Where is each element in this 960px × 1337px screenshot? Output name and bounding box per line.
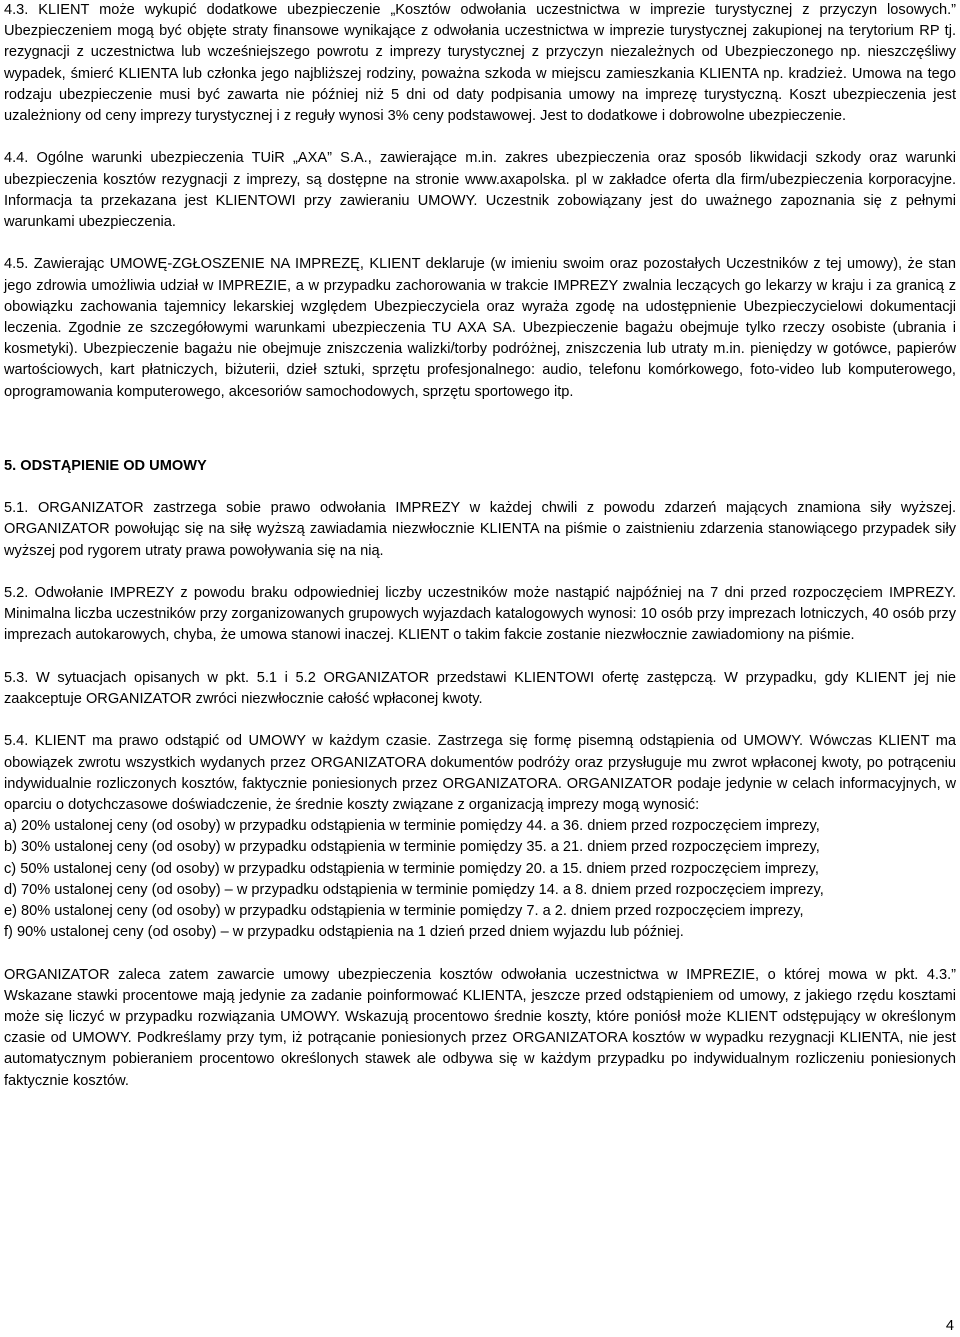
paragraph-5-2: 5.2. Odwołanie IMPREZY z powodu braku odpowiedniej liczby uczestników może nastąpić najpóźniej na 7 dni przed rozpoczęciem IMPREZY. Minimalna liczba uczestników przy zorganizowanych grupowych wyjazdach katalogowych wynosi: 10 osób przy imprezach lotniczych, 40 osób przy imprezach autokarowych, chyba, że umowa stanowi inaczej. KLIENT o takim fakcie zostanie niezwłocznie zawiadomiony na piśmie. — [4, 585, 956, 644]
cost-list-item-f: f) 90% ustalonej ceny (od osoby) – w przypadku odstąpienia na 1 dzień przed dniem wyjazdu lub później. — [4, 924, 684, 941]
closing-paragraph: ORGANIZATOR zaleca zatem zawarcie umowy ubezpieczenia kosztów odwołania uczestnictwa w IMPREZIE, o której mowa w pkt. 4.3.” Wskazane stawki procentowe mają jedynie za zadanie poinformować KLIENTA, jeszcze przed odstąpieniem od umowy, z jakiego rzędu kosztami może się liczyć w przypadku rozwiązania UMOWY. Wskazują procentowo średnie koszty, które poniósł może KLIENT odstępujący w określonym czasie od UMOWY. Podkreślamy przy tym, iż potrącanie poniesionych przez ORGANIZATORA kosztów w wypadku rezygnacji KLIENTA, nie jest automatycznym pobieraniem procentowo określonych stawek ale odbywa się w każdym przypadku po indywidualnym rozliczeniu poniesionych faktycznie kosztów. — [4, 966, 956, 1089]
paragraph-4-4: 4.4. Ogólne warunki ubezpieczenia TUiR „AXA” S.A., zawierające m.in. zakres ubezpieczenia oraz sposób likwidacji szkody oraz warunki ubezpieczenia kosztów rezygnacji z imprezy, są dostępne na stronie www.axapolska. pl w zakładce oferta dla firm/ubezpieczenia korporacyjne. Informacja ta przekazana jest KLIENTOWI przy zawieraniu UMOWY. Uczestnik zobowiązany jest do uważnego zapoznania się z pełnymi warunkami ubezpieczenia. — [4, 150, 956, 231]
cost-list-item-a: a) 20% ustalonej ceny (od osoby) w przypadku odstąpienia w terminie pomiędzy 44. a 36. dniem przed rozpoczęciem imprezy, — [4, 818, 820, 835]
page-number: 4 — [945, 1318, 954, 1334]
cost-list-item-d: d) 70% ustalonej ceny (od osoby) – w przypadku odstąpienia w terminie pomiędzy 14. a 8. dniem przed rozpoczęciem imprezy, — [4, 881, 824, 898]
paragraph-5-1: 5.1. ORGANIZATOR zastrzega sobie prawo odwołania IMPREZY w każdej chwili z powodu zdarzeń mających znamiona siły wyższej. ORGANIZATOR powołując się na siłę wyższą zawiadamia niezwłocznie KLIENTA na piśmie o zaistnieniu zdarzenia stanowiącego przypadek siły wyższej pod rygorem utraty prawa powoływania się na nią. — [4, 500, 956, 559]
paragraph-5-3: 5.3. W sytuacjach opisanych w pkt. 5.1 i 5.2 ORGANIZATOR przedstawi KLIENTOWI ofertę zastępczą. W przypadku, gdy KLIENT jej nie zaakceptuje ORGANIZATOR zwróci niezwłocznie całość wpłaconej kwoty. — [4, 669, 956, 708]
paragraph-4-5: 4.5. Zawierając UMOWĘ-ZGŁOSZENIE NA IMPREZĘ, KLIENT deklaruje (w imieniu swoim oraz pozostałych Uczestników z tej umowy), że stan jego zdrowia umożliwia udział w IMPREZIE, a w przypadku zachorowania w trakcie IMPREZY zwalnia leczących go lekarzy w kraju i za granicą z obowiązku zachowania tajemnicy lekarskiej względem Ubezpieczyciela oraz wyraża zgodę na udostępnienie Ubezpieczycielowi dokumentacji leczenia. Zgodnie ze szczegółowymi warunkami ubezpieczenia TU AXA SA. Ubezpieczenie bagażu obejmuje tylko rzeczy osobiste (ubrania i kosmetyki). Ubezpieczenie bagażu nie obejmuje zniszczenia walizki/torby podróżnej, zniszczenia lub utraty m.in. pieniędzy w gotówce, papierów wartościowych, kart płatniczych, biżuterii, dzieł sztuki, sprzętu profesjonalnego: audio, telefonu komórkowego, foto-video lub komputerowego, oprogramowania komputerowego, akcesoriów samochodowych, sprzętu sportowego itp. — [4, 256, 956, 400]
cost-list-item-e: e) 80% ustalonej ceny (od osoby) w przypadku odstąpienia w terminie pomiędzy 7. a 2. dniem przed rozpoczęciem imprezy, — [4, 903, 804, 920]
paragraph-4-3: 4.3. KLIENT może wykupić dodatkowe ubezpieczenie „Kosztów odwołania uczestnictwa w imprezie turystycznej z przyczyn losowych.” Ubezpieczeniem mogą być objęte straty finansowe wynikające z odwołania uczestnictwa w imprezie turystycznej zakupionej na terytorium RP tj. rezygnacji z uczestnictwa lub wcześniejszego powrotu z imprezy turystycznej z przyczyn niezależnych od Ubezpieczonego np. nieszczęśliwy wypadek, śmierć KLIENTA lub członka jego najbliższej rodziny, poważna szkoda w miejscu zamieszkania KLIENTA np. kradzież. Umowa na tego rodzaju ubezpieczenie musi być zawarta nie później niż 5 dni od daty podpisania umowy na imprezę turystyczną. Koszt ubezpieczenia jest uzależniony od ceny imprezy turystycznej i z reguły wynosi 3% ceny podstawowej. Jest to dodatkowe i dobrowolne ubezpieczenie. — [4, 2, 956, 125]
cost-list-item-c: c) 50% ustalonej ceny (od osoby) w przypadku odstąpienia w terminie pomiędzy 20. a 15. dniem przed rozpoczęciem imprezy, — [4, 860, 819, 877]
cost-list-item-b: b) 30% ustalonej ceny (od osoby) w przypadku odstąpienia w terminie pomiędzy 35. a 21. dniem przed rozpoczęciem imprezy, — [4, 839, 820, 856]
paragraph-5-4: 5.4. KLIENT ma prawo odstąpić od UMOWY w każdym czasie. Zastrzega się formę pisemną odstąpienia od UMOWY. Wówczas KLIENT ma obowiązek zwrotu wszystkich wydanych przez ORGANIZATORA dokumentów podróży oraz przysługuje mu zwrot wpłaconej kwoty, po potrąceniu indywidualnie rozliczonych kosztów, faktycznie poniesionych przez ORGANIZATORA. ORGANIZATOR podaje jedynie w celach informacyjnych, w oparciu o dotychczasowe doświadczenie, że średnie koszty związane z organizacją imprezy mogą wynosić: — [4, 733, 956, 814]
section-5-heading: 5. ODSTĄPIENIE OD UMOWY — [4, 457, 207, 474]
